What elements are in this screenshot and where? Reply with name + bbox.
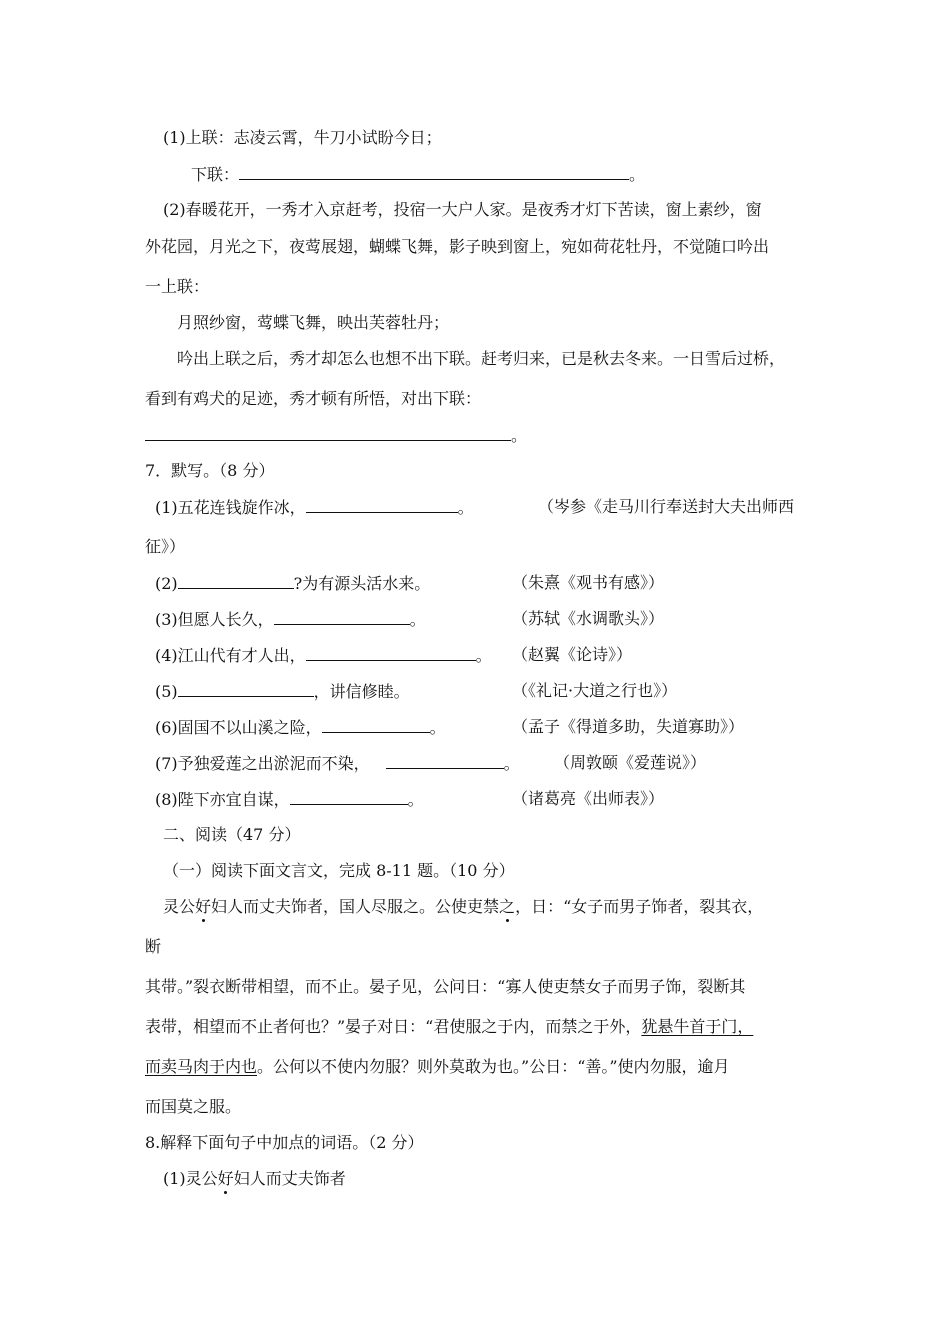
q8-text: 妇人而丈夫饰者 — [233, 1169, 346, 1188]
q7-item-3 — [155, 608, 426, 631]
dotted-word: 之 — [499, 897, 516, 916]
q7-item-text: ，讲信修睦。 — [313, 682, 410, 701]
q8-item-1 — [163, 1168, 346, 1190]
q7-item-text: (2) — [155, 574, 178, 593]
q7-answer-blank[interactable] — [386, 752, 504, 769]
q7-answer-blank[interactable] — [274, 608, 410, 625]
q7-answer-blank[interactable] — [322, 716, 430, 733]
q7-item-7 — [155, 752, 520, 775]
q7-item-text: 。 — [407, 790, 424, 809]
passage-text: 表带，相望而不止者何也？”晏子对日：“君使服之于内，而禁之于外， — [145, 1017, 642, 1036]
passage-line5 — [145, 1056, 730, 1078]
couplet2-line2: 外花园，月光之下，夜莺展翅，蝴蝶飞舞，影子映到窗上，宛如荷花牡丹，不觉随口吟出 — [145, 237, 770, 256]
couplet2-line4: 月照纱窗，莺蝶飞舞，映出芙蓉牡丹； — [177, 313, 450, 332]
passage-line6: 而国莫之服。 — [145, 1097, 242, 1116]
q8-text: (1)灵公 — [163, 1169, 218, 1188]
q8-title: 8.解释下面句子中加点的词语。（2 分） — [145, 1133, 424, 1152]
couplet2-answer-blank[interactable] — [145, 424, 511, 441]
q7-answer-blank[interactable] — [178, 680, 314, 697]
q7-item-6 — [155, 716, 446, 739]
q7-title: 7．默写。（8 分） — [145, 461, 275, 480]
q7-source: （诸葛亮《出师表》） — [512, 789, 665, 808]
q7-item-2 — [155, 572, 430, 595]
q7-item-text: (5) — [155, 682, 178, 701]
passage-text: 。公何以不使内勿服？则外莫敢为也。”公日：“善。”使内勿服，逾月 — [257, 1057, 730, 1076]
q7-source: （朱熹《观书有感》） — [512, 573, 665, 592]
passage-line2: 断 — [145, 937, 162, 956]
couplet2-line5: 吟出上联之后，秀才却怎么也想不出下联。赶考归来，已是秋去冬来。一日雪后过桥， — [177, 349, 786, 368]
q7-item-1-cont: 征》） — [145, 537, 186, 556]
q7-source: （苏轼《水调歌头》） — [512, 609, 665, 628]
passage-text: 妇人而丈夫饰者，国人尽服之。公使吏禁 — [211, 897, 500, 916]
couplet1-lower-label: 下联： — [191, 165, 240, 184]
section2-title: 二、阅读（47 分） — [163, 825, 301, 844]
section2-sub1: （一）阅读下面文言文，完成 8-11 题。（10 分） — [163, 861, 515, 880]
q7-item-text: 。 — [475, 646, 492, 665]
q7-item-text: (7)予独爱莲之出淤泥而不染， — [155, 754, 370, 773]
couplet2-line6: 看到有鸡犬的足迹，秀才顿有所悟，对出下联： — [145, 389, 482, 408]
q7-item-5 — [155, 680, 410, 703]
q7-item-text: (8)陛下亦宜自谋， — [155, 790, 290, 809]
q7-item-1 — [155, 496, 474, 519]
passage-text: ，日：“女子而男子饰者，裂其衣， — [515, 897, 764, 916]
couplet2-line3: 一上联： — [145, 277, 210, 296]
q7-item-text: 。 — [457, 498, 474, 517]
q7-item-8 — [155, 788, 424, 811]
q7-answer-blank[interactable] — [178, 572, 294, 589]
couplet1-lower — [191, 163, 645, 186]
couplet2-answer — [145, 424, 527, 447]
q7-source: （周敦颐《爱莲说》） — [554, 753, 707, 772]
q7-answer-blank[interactable] — [306, 496, 458, 513]
q7-source: （岑参《走马川行奉送封大夫出师西 — [538, 497, 795, 516]
couplet1-answer-blank[interactable] — [239, 163, 629, 180]
passage-line3: 其带。”裂衣断带相望，而不止。晏子见，公问日：“寡人使吏禁女子而男子饰，裂断其 — [145, 977, 746, 996]
q7-item-text: (4)江山代有才人出， — [155, 646, 306, 665]
q7-source: （《礼记·大道之行也》） — [512, 681, 678, 700]
couplet1-upper: (1)上联：志凌云霄，牛刀小试盼今日； — [163, 128, 442, 147]
q7-source: （孟子《得道多助，失道寡助》） — [512, 717, 745, 736]
q7-item-text: (3)但愿人长久， — [155, 610, 274, 629]
underlined-sentence: 而卖马肉于内也 — [145, 1057, 258, 1076]
q7-item-text: 。 — [409, 610, 426, 629]
dotted-word: 好 — [217, 1169, 234, 1188]
q7-item-text: (6)固国不以山溪之险， — [155, 718, 322, 737]
q7-item-text: (1)五花连钱旋作冰， — [155, 498, 306, 517]
dotted-word: 好 — [195, 897, 212, 916]
q7-source: （赵翼《论诗》） — [512, 645, 633, 664]
passage-text: 灵公 — [163, 897, 196, 916]
q7-item-4 — [155, 644, 492, 667]
q7-item-text: ?为有源头活水来。 — [293, 574, 431, 593]
q7-answer-blank[interactable] — [306, 644, 476, 661]
underlined-sentence: 犹悬牛首于门， — [641, 1017, 754, 1036]
q7-item-text: 。 — [429, 718, 446, 737]
passage-line1 — [163, 896, 763, 918]
q7-item-text: 。 — [503, 754, 520, 773]
couplet2-line1: (2)春暖花开，一秀才入京赶考，投宿一大户人家。是夜秀才灯下苦读，窗上素纱，窗 — [163, 200, 762, 219]
couplet2-answer-end: 。 — [511, 426, 528, 445]
passage-line4 — [145, 1016, 753, 1038]
q7-answer-blank[interactable] — [290, 788, 408, 805]
couplet1-lower-end: 。 — [629, 165, 646, 184]
